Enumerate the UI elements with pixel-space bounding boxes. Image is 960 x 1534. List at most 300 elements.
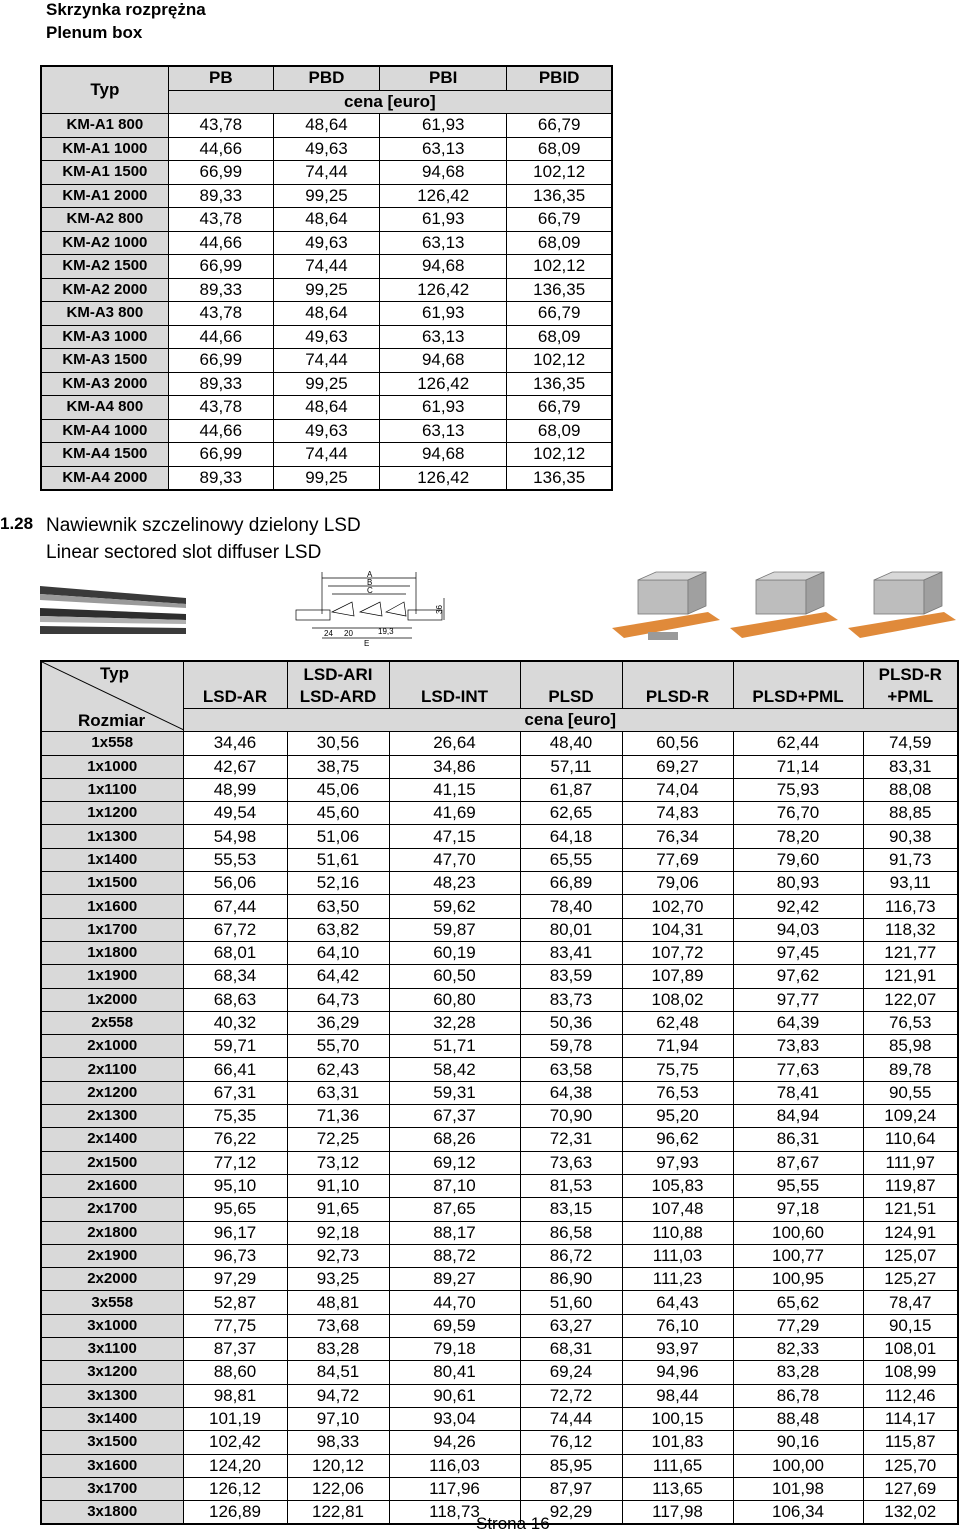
table-row <box>41 1151 958 1174</box>
price-cell: 95,65 <box>183 1198 287 1221</box>
price-cell: 100,15 <box>622 1407 733 1430</box>
row-label: KM-A1 2000 <box>41 184 168 208</box>
price-cell: 77,29 <box>733 1314 863 1337</box>
drawing-dim: 19,3 <box>378 627 394 636</box>
table-row <box>41 1361 958 1384</box>
price-cell: 90,61 <box>389 1384 520 1407</box>
price-cell: 88,72 <box>389 1244 520 1267</box>
table-row <box>41 895 958 918</box>
price-cell: 132,02 <box>863 1501 958 1525</box>
price-cell: 64,18 <box>520 825 622 848</box>
price-cell: 67,31 <box>183 1081 287 1104</box>
table-row <box>41 755 958 778</box>
price-cell: 69,12 <box>389 1151 520 1174</box>
technical-drawing <box>292 568 452 648</box>
price-cell: 68,09 <box>507 231 612 255</box>
price-cell: 87,37 <box>183 1338 287 1361</box>
row-label: KM-A2 800 <box>41 208 168 232</box>
drawing-label-b: B <box>367 578 373 587</box>
price-cell: 102,42 <box>183 1431 287 1454</box>
price-cell: 49,63 <box>273 325 379 349</box>
price-cell: 79,18 <box>389 1338 520 1361</box>
price-cell: 63,50 <box>287 895 389 918</box>
table-row <box>41 231 612 255</box>
table1-col-header: PBI <box>380 66 507 90</box>
price-cell: 110,88 <box>622 1221 733 1244</box>
price-cell: 63,13 <box>380 325 507 349</box>
price-cell: 94,72 <box>287 1384 389 1407</box>
price-cell: 66,79 <box>507 208 612 232</box>
row-label: KM-A4 1500 <box>41 443 168 467</box>
price-cell: 95,20 <box>622 1105 733 1128</box>
price-cell: 74,44 <box>273 161 379 185</box>
lsd-diffuser-price-table <box>40 660 959 1525</box>
price-cell: 93,04 <box>389 1407 520 1430</box>
price-cell: 112,46 <box>863 1384 958 1407</box>
price-cell: 90,16 <box>733 1431 863 1454</box>
row-label: 1x1500 <box>41 872 183 895</box>
table2-corner-header <box>41 661 183 732</box>
price-cell: 122,07 <box>863 988 958 1011</box>
price-cell: 116,73 <box>863 895 958 918</box>
row-label: KM-A2 1000 <box>41 231 168 255</box>
price-cell: 76,12 <box>520 1431 622 1454</box>
price-cell: 96,73 <box>183 1244 287 1267</box>
price-cell: 61,93 <box>380 396 507 420</box>
table-row <box>41 161 612 185</box>
price-cell: 124,91 <box>863 1221 958 1244</box>
price-cell: 51,71 <box>389 1035 520 1058</box>
price-cell: 95,10 <box>183 1174 287 1197</box>
price-cell: 91,10 <box>287 1174 389 1197</box>
row-label: 1x1200 <box>41 802 183 825</box>
table-row <box>41 184 612 208</box>
price-cell: 89,33 <box>168 184 273 208</box>
price-cell: 62,48 <box>622 1011 733 1034</box>
table-row <box>41 732 958 755</box>
price-cell: 94,03 <box>733 918 863 941</box>
price-cell: 80,93 <box>733 872 863 895</box>
price-cell: 48,64 <box>273 302 379 326</box>
price-cell: 69,24 <box>520 1361 622 1384</box>
drawing-dim: E <box>364 639 370 648</box>
price-cell: 76,53 <box>863 1011 958 1034</box>
row-label: KM-A1 1000 <box>41 137 168 161</box>
section-subtitle: Linear sectored slot diffuser LSD <box>46 542 322 563</box>
price-cell: 49,54 <box>183 802 287 825</box>
price-cell: 86,58 <box>520 1221 622 1244</box>
price-cell: 77,12 <box>183 1151 287 1174</box>
price-cell: 73,68 <box>287 1314 389 1337</box>
price-cell: 120,12 <box>287 1454 389 1477</box>
price-cell: 48,64 <box>273 114 379 138</box>
row-label: 2x558 <box>41 1011 183 1034</box>
row-label: 1x1400 <box>41 848 183 871</box>
price-cell: 55,53 <box>183 848 287 871</box>
price-cell: 51,60 <box>520 1291 622 1314</box>
row-label: 3x1700 <box>41 1477 183 1500</box>
price-cell: 67,37 <box>389 1105 520 1128</box>
price-cell: 75,75 <box>622 1058 733 1081</box>
table-row <box>41 988 958 1011</box>
table-row <box>41 419 612 443</box>
price-cell: 78,40 <box>520 895 622 918</box>
price-cell: 83,73 <box>520 988 622 1011</box>
table2-col-header: PLSD+PML <box>733 661 863 709</box>
price-cell: 52,16 <box>287 872 389 895</box>
price-cell: 72,31 <box>520 1128 622 1151</box>
price-cell: 59,62 <box>389 895 520 918</box>
price-cell: 64,38 <box>520 1081 622 1104</box>
row-label: KM-A1 800 <box>41 114 168 138</box>
heading-plenum-box-pl: Skrzynka rozprężna <box>46 0 206 19</box>
price-cell: 91,73 <box>863 848 958 871</box>
table-row <box>41 466 612 490</box>
price-cell: 127,69 <box>863 1477 958 1500</box>
row-label: 1x1700 <box>41 918 183 941</box>
table-row <box>41 278 612 302</box>
price-cell: 66,79 <box>507 302 612 326</box>
drawing-dim: 24 <box>324 629 333 638</box>
price-cell: 40,32 <box>183 1011 287 1034</box>
price-cell: 65,55 <box>520 848 622 871</box>
plenum-3d-renders <box>608 568 958 650</box>
table-row <box>41 1268 958 1291</box>
table-row <box>41 1314 958 1337</box>
price-cell: 48,40 <box>520 732 622 755</box>
price-cell: 43,78 <box>168 302 273 326</box>
row-label: 2x1100 <box>41 1058 183 1081</box>
price-cell: 26,64 <box>389 732 520 755</box>
price-cell: 90,38 <box>863 825 958 848</box>
price-cell: 82,33 <box>733 1338 863 1361</box>
price-cell: 89,33 <box>168 372 273 396</box>
price-cell: 85,95 <box>520 1454 622 1477</box>
price-cell: 64,39 <box>733 1011 863 1034</box>
table-row <box>41 1221 958 1244</box>
row-label: 1x2000 <box>41 988 183 1011</box>
table-row <box>41 1174 958 1197</box>
price-cell: 95,55 <box>733 1174 863 1197</box>
price-cell: 115,87 <box>863 1431 958 1454</box>
price-cell: 66,79 <box>507 114 612 138</box>
row-label: 1x1800 <box>41 941 183 964</box>
table2-col-header: PLSD-R +PML <box>863 661 958 709</box>
price-cell: 68,09 <box>507 325 612 349</box>
price-cell: 47,70 <box>389 848 520 871</box>
table-row <box>41 825 958 848</box>
price-cell: 63,58 <box>520 1058 622 1081</box>
price-cell: 101,19 <box>183 1407 287 1430</box>
price-cell: 54,98 <box>183 825 287 848</box>
price-cell: 74,44 <box>520 1407 622 1430</box>
price-cell: 74,59 <box>863 732 958 755</box>
price-cell: 61,93 <box>380 208 507 232</box>
price-cell: 92,42 <box>733 895 863 918</box>
price-cell: 111,65 <box>622 1454 733 1477</box>
table-row <box>41 778 958 801</box>
price-cell: 73,12 <box>287 1151 389 1174</box>
section-title: Nawiewnik szczelinowy dzielony LSD <box>46 515 361 536</box>
price-cell: 99,25 <box>273 372 379 396</box>
price-cell: 88,60 <box>183 1361 287 1384</box>
price-cell: 94,68 <box>380 161 507 185</box>
price-cell: 114,17 <box>863 1407 958 1430</box>
price-cell: 77,75 <box>183 1314 287 1337</box>
price-cell: 88,17 <box>389 1221 520 1244</box>
price-cell: 60,80 <box>389 988 520 1011</box>
table-row <box>41 1477 958 1500</box>
row-label: 3x1100 <box>41 1338 183 1361</box>
row-label: KM-A3 1500 <box>41 349 168 373</box>
row-label: 1x1900 <box>41 965 183 988</box>
table1-type-header: Typ <box>41 66 168 114</box>
price-cell: 63,82 <box>287 918 389 941</box>
table2-col-header: PLSD-R <box>622 661 733 709</box>
price-cell: 66,41 <box>183 1058 287 1081</box>
price-cell: 94,68 <box>380 255 507 279</box>
table-row <box>41 255 612 279</box>
table-row <box>41 1384 958 1407</box>
row-label: 3x558 <box>41 1291 183 1314</box>
price-cell: 63,13 <box>380 231 507 255</box>
table-row <box>41 1081 958 1104</box>
row-label: 3x1000 <box>41 1314 183 1337</box>
table1-price-label: cena [euro] <box>168 90 612 114</box>
heading-plenum-box-en: Plenum box <box>46 23 143 42</box>
price-cell: 74,04 <box>622 778 733 801</box>
price-cell: 102,12 <box>507 255 612 279</box>
price-cell: 107,48 <box>622 1198 733 1221</box>
price-cell: 36,29 <box>287 1011 389 1034</box>
price-cell: 74,83 <box>622 802 733 825</box>
price-cell: 97,18 <box>733 1198 863 1221</box>
price-cell: 32,28 <box>389 1011 520 1034</box>
price-cell: 44,66 <box>168 325 273 349</box>
price-cell: 83,41 <box>520 941 622 964</box>
price-cell: 109,24 <box>863 1105 958 1128</box>
price-cell: 90,15 <box>863 1314 958 1337</box>
price-cell: 75,93 <box>733 778 863 801</box>
price-cell: 64,73 <box>287 988 389 1011</box>
table-row <box>41 349 612 373</box>
price-cell: 76,53 <box>622 1081 733 1104</box>
price-cell: 99,25 <box>273 184 379 208</box>
price-cell: 99,25 <box>273 278 379 302</box>
price-cell: 100,95 <box>733 1268 863 1291</box>
price-cell: 83,59 <box>520 965 622 988</box>
table-row <box>41 137 612 161</box>
price-cell: 122,06 <box>287 1477 389 1500</box>
price-cell: 98,44 <box>622 1384 733 1407</box>
price-cell: 45,60 <box>287 802 389 825</box>
section-number: 1.28 <box>0 514 34 533</box>
price-cell: 55,70 <box>287 1035 389 1058</box>
table1-col-header: PB <box>168 66 273 90</box>
price-cell: 113,65 <box>622 1477 733 1500</box>
price-cell: 98,33 <box>287 1431 389 1454</box>
page-footer: Strona 16 <box>476 1514 550 1533</box>
price-cell: 93,25 <box>287 1268 389 1291</box>
price-cell: 34,86 <box>389 755 520 778</box>
table2-col-header: LSD-INT <box>389 661 520 709</box>
table-row <box>41 1011 958 1034</box>
price-cell: 52,87 <box>183 1291 287 1314</box>
table-row <box>41 1431 958 1454</box>
row-label: 2x1500 <box>41 1151 183 1174</box>
table2-body <box>41 732 958 1525</box>
price-cell: 79,60 <box>733 848 863 871</box>
price-cell: 89,27 <box>389 1268 520 1291</box>
price-cell: 102,70 <box>622 895 733 918</box>
price-cell: 77,69 <box>622 848 733 871</box>
price-cell: 100,77 <box>733 1244 863 1267</box>
price-cell: 108,99 <box>863 1361 958 1384</box>
price-cell: 97,45 <box>733 941 863 964</box>
price-cell: 96,17 <box>183 1221 287 1244</box>
price-cell: 74,44 <box>273 349 379 373</box>
price-cell: 60,56 <box>622 732 733 755</box>
row-label: 1x1300 <box>41 825 183 848</box>
price-cell: 71,94 <box>622 1035 733 1058</box>
price-cell: 66,99 <box>168 443 273 467</box>
price-cell: 87,65 <box>389 1198 520 1221</box>
table2-col-header: LSD-ARI LSD-ARD <box>287 661 389 709</box>
price-cell: 86,72 <box>520 1244 622 1267</box>
row-label: 3x1200 <box>41 1361 183 1384</box>
price-cell: 94,68 <box>380 443 507 467</box>
table-row <box>41 1338 958 1361</box>
row-label: KM-A3 2000 <box>41 372 168 396</box>
price-cell: 80,01 <box>520 918 622 941</box>
table-row <box>41 302 612 326</box>
price-cell: 136,35 <box>507 466 612 490</box>
price-cell: 122,81 <box>287 1501 389 1525</box>
table-row <box>41 1128 958 1151</box>
row-label: 3x1500 <box>41 1431 183 1454</box>
price-cell: 62,44 <box>733 732 863 755</box>
price-cell: 58,42 <box>389 1058 520 1081</box>
price-cell: 68,09 <box>507 419 612 443</box>
price-cell: 61,87 <box>520 778 622 801</box>
price-cell: 49,63 <box>273 231 379 255</box>
price-cell: 48,64 <box>273 208 379 232</box>
price-cell: 59,71 <box>183 1035 287 1058</box>
price-cell: 71,14 <box>733 755 863 778</box>
price-cell: 126,42 <box>380 184 507 208</box>
row-label: KM-A4 2000 <box>41 466 168 490</box>
price-cell: 89,33 <box>168 466 273 490</box>
table-row <box>41 848 958 871</box>
price-cell: 48,64 <box>273 396 379 420</box>
table1-col-header: PBID <box>507 66 612 90</box>
price-cell: 125,07 <box>863 1244 958 1267</box>
price-cell: 87,10 <box>389 1174 520 1197</box>
price-cell: 117,98 <box>622 1501 733 1525</box>
row-label: KM-A4 1000 <box>41 419 168 443</box>
price-cell: 81,53 <box>520 1174 622 1197</box>
price-cell: 99,25 <box>273 466 379 490</box>
price-cell: 59,87 <box>389 918 520 941</box>
price-cell: 34,46 <box>183 732 287 755</box>
price-cell: 70,90 <box>520 1105 622 1128</box>
price-cell: 41,15 <box>389 778 520 801</box>
price-cell: 136,35 <box>507 184 612 208</box>
price-cell: 98,81 <box>183 1384 287 1407</box>
price-cell: 94,68 <box>380 349 507 373</box>
price-cell: 110,64 <box>863 1128 958 1151</box>
price-cell: 66,79 <box>507 396 612 420</box>
price-cell: 125,70 <box>863 1454 958 1477</box>
row-label: 1x1100 <box>41 778 183 801</box>
price-cell: 43,78 <box>168 396 273 420</box>
row-label: 1x558 <box>41 732 183 755</box>
row-label: 2x1900 <box>41 1244 183 1267</box>
table-row <box>41 1198 958 1221</box>
price-cell: 101,98 <box>733 1477 863 1500</box>
price-cell: 67,44 <box>183 895 287 918</box>
price-cell: 66,99 <box>168 255 273 279</box>
table-row <box>41 208 612 232</box>
price-cell: 121,91 <box>863 965 958 988</box>
price-cell: 63,31 <box>287 1081 389 1104</box>
row-label: 1x1000 <box>41 755 183 778</box>
table-row <box>41 1244 958 1267</box>
table-row <box>41 1454 958 1477</box>
table-row <box>41 1407 958 1430</box>
price-cell: 88,48 <box>733 1407 863 1430</box>
price-cell: 38,75 <box>287 755 389 778</box>
price-cell: 76,10 <box>622 1314 733 1337</box>
row-label: 2x1800 <box>41 1221 183 1244</box>
table-row <box>41 443 612 467</box>
price-cell: 87,67 <box>733 1151 863 1174</box>
price-cell: 85,98 <box>863 1035 958 1058</box>
drawing-dim: 36 <box>435 605 444 614</box>
price-cell: 100,00 <box>733 1454 863 1477</box>
price-cell: 92,18 <box>287 1221 389 1244</box>
price-cell: 93,11 <box>863 872 958 895</box>
table-row <box>41 1035 958 1058</box>
price-cell: 49,63 <box>273 419 379 443</box>
price-cell: 84,51 <box>287 1361 389 1384</box>
price-cell: 80,41 <box>389 1361 520 1384</box>
price-cell: 108,01 <box>863 1338 958 1361</box>
price-cell: 116,03 <box>389 1454 520 1477</box>
price-cell: 119,87 <box>863 1174 958 1197</box>
price-cell: 118,32 <box>863 918 958 941</box>
price-cell: 86,31 <box>733 1128 863 1151</box>
price-cell: 59,78 <box>520 1035 622 1058</box>
price-cell: 59,31 <box>389 1081 520 1104</box>
price-cell: 111,97 <box>863 1151 958 1174</box>
price-cell: 121,77 <box>863 941 958 964</box>
price-cell: 73,63 <box>520 1151 622 1174</box>
drawing-label-a: A <box>367 570 373 579</box>
price-cell: 75,35 <box>183 1105 287 1128</box>
price-cell: 76,22 <box>183 1128 287 1151</box>
price-cell: 126,12 <box>183 1477 287 1500</box>
price-cell: 97,77 <box>733 988 863 1011</box>
price-cell: 44,70 <box>389 1291 520 1314</box>
price-cell: 63,13 <box>380 419 507 443</box>
table1-body <box>41 114 612 491</box>
price-cell: 63,27 <box>520 1314 622 1337</box>
price-cell: 48,99 <box>183 778 287 801</box>
price-cell: 100,60 <box>733 1221 863 1244</box>
price-cell: 43,78 <box>168 208 273 232</box>
price-cell: 69,59 <box>389 1314 520 1337</box>
